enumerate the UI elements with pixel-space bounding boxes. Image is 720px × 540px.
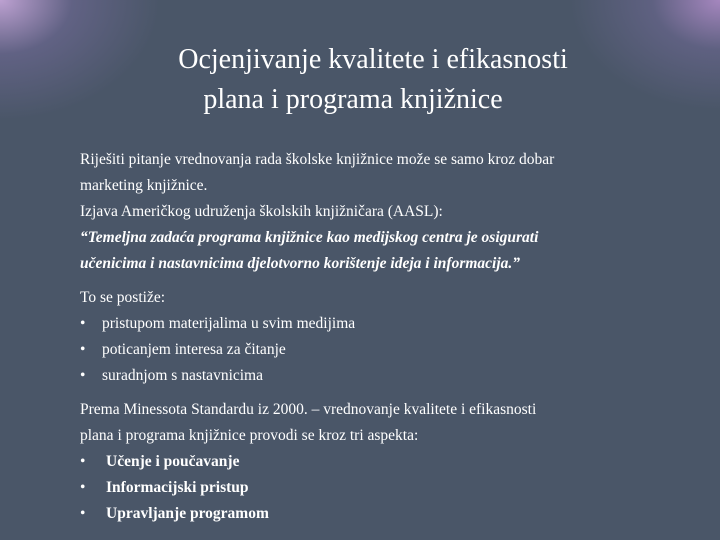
bullet-icon: • xyxy=(80,341,86,358)
standard-line-2: plana i programa knjižnice provodi se kroz tri aspekta: xyxy=(80,427,419,444)
achieved-heading: To se postiže: xyxy=(80,289,166,306)
list-item xyxy=(80,337,680,363)
list-item-text: Informacijski pristup xyxy=(106,479,249,496)
slide-body xyxy=(80,147,680,527)
list-item xyxy=(80,475,680,501)
standard-line-1: Prema Minessota Standardu iz 2000. – vrednovanje kvalitete i efikasnosti xyxy=(80,401,537,418)
spacer xyxy=(80,277,680,285)
list-item xyxy=(80,311,680,337)
intro-line-2: marketing knjižnice. xyxy=(80,177,208,194)
spacer xyxy=(80,389,680,397)
list-item xyxy=(80,449,680,475)
slide-title xyxy=(0,40,720,120)
list-item-text: pristupom materijalima u svim medijima xyxy=(102,315,356,332)
list-item xyxy=(80,501,680,527)
title-line-2: plana i programa knjižnice xyxy=(203,84,503,115)
list-item-text: poticanjem interesa za čitanje xyxy=(102,341,286,358)
list-item-text: Upravljanje programom xyxy=(106,505,269,522)
list-item-text: suradnjom s nastavnicima xyxy=(102,367,263,384)
bullet-icon: • xyxy=(80,453,86,470)
quote-line-2: učenicima i nastavnicima djelotvorno korištenje ideja i informacija.” xyxy=(80,255,521,272)
intro-line-3: Izjava Američkog udruženja školskih knjižničara (AASL): xyxy=(80,203,443,220)
intro-line-1: Riješiti pitanje vrednovanja rada školske knjižnice može se samo kroz dobar xyxy=(80,151,555,168)
bullet-icon: • xyxy=(80,479,86,496)
list-item xyxy=(80,363,680,389)
bullet-icon: • xyxy=(80,367,86,384)
bullet-icon: • xyxy=(80,505,86,522)
list-item-text: Učenje i poučavanje xyxy=(106,453,240,470)
bullet-icon: • xyxy=(80,315,86,332)
title-line-1: Ocjenjivanje kvalitete i efikasnosti xyxy=(178,44,568,75)
quote-line-1: “Temeljna zadaća programa knjižnice kao medijskog centra je osigurati xyxy=(80,229,539,246)
